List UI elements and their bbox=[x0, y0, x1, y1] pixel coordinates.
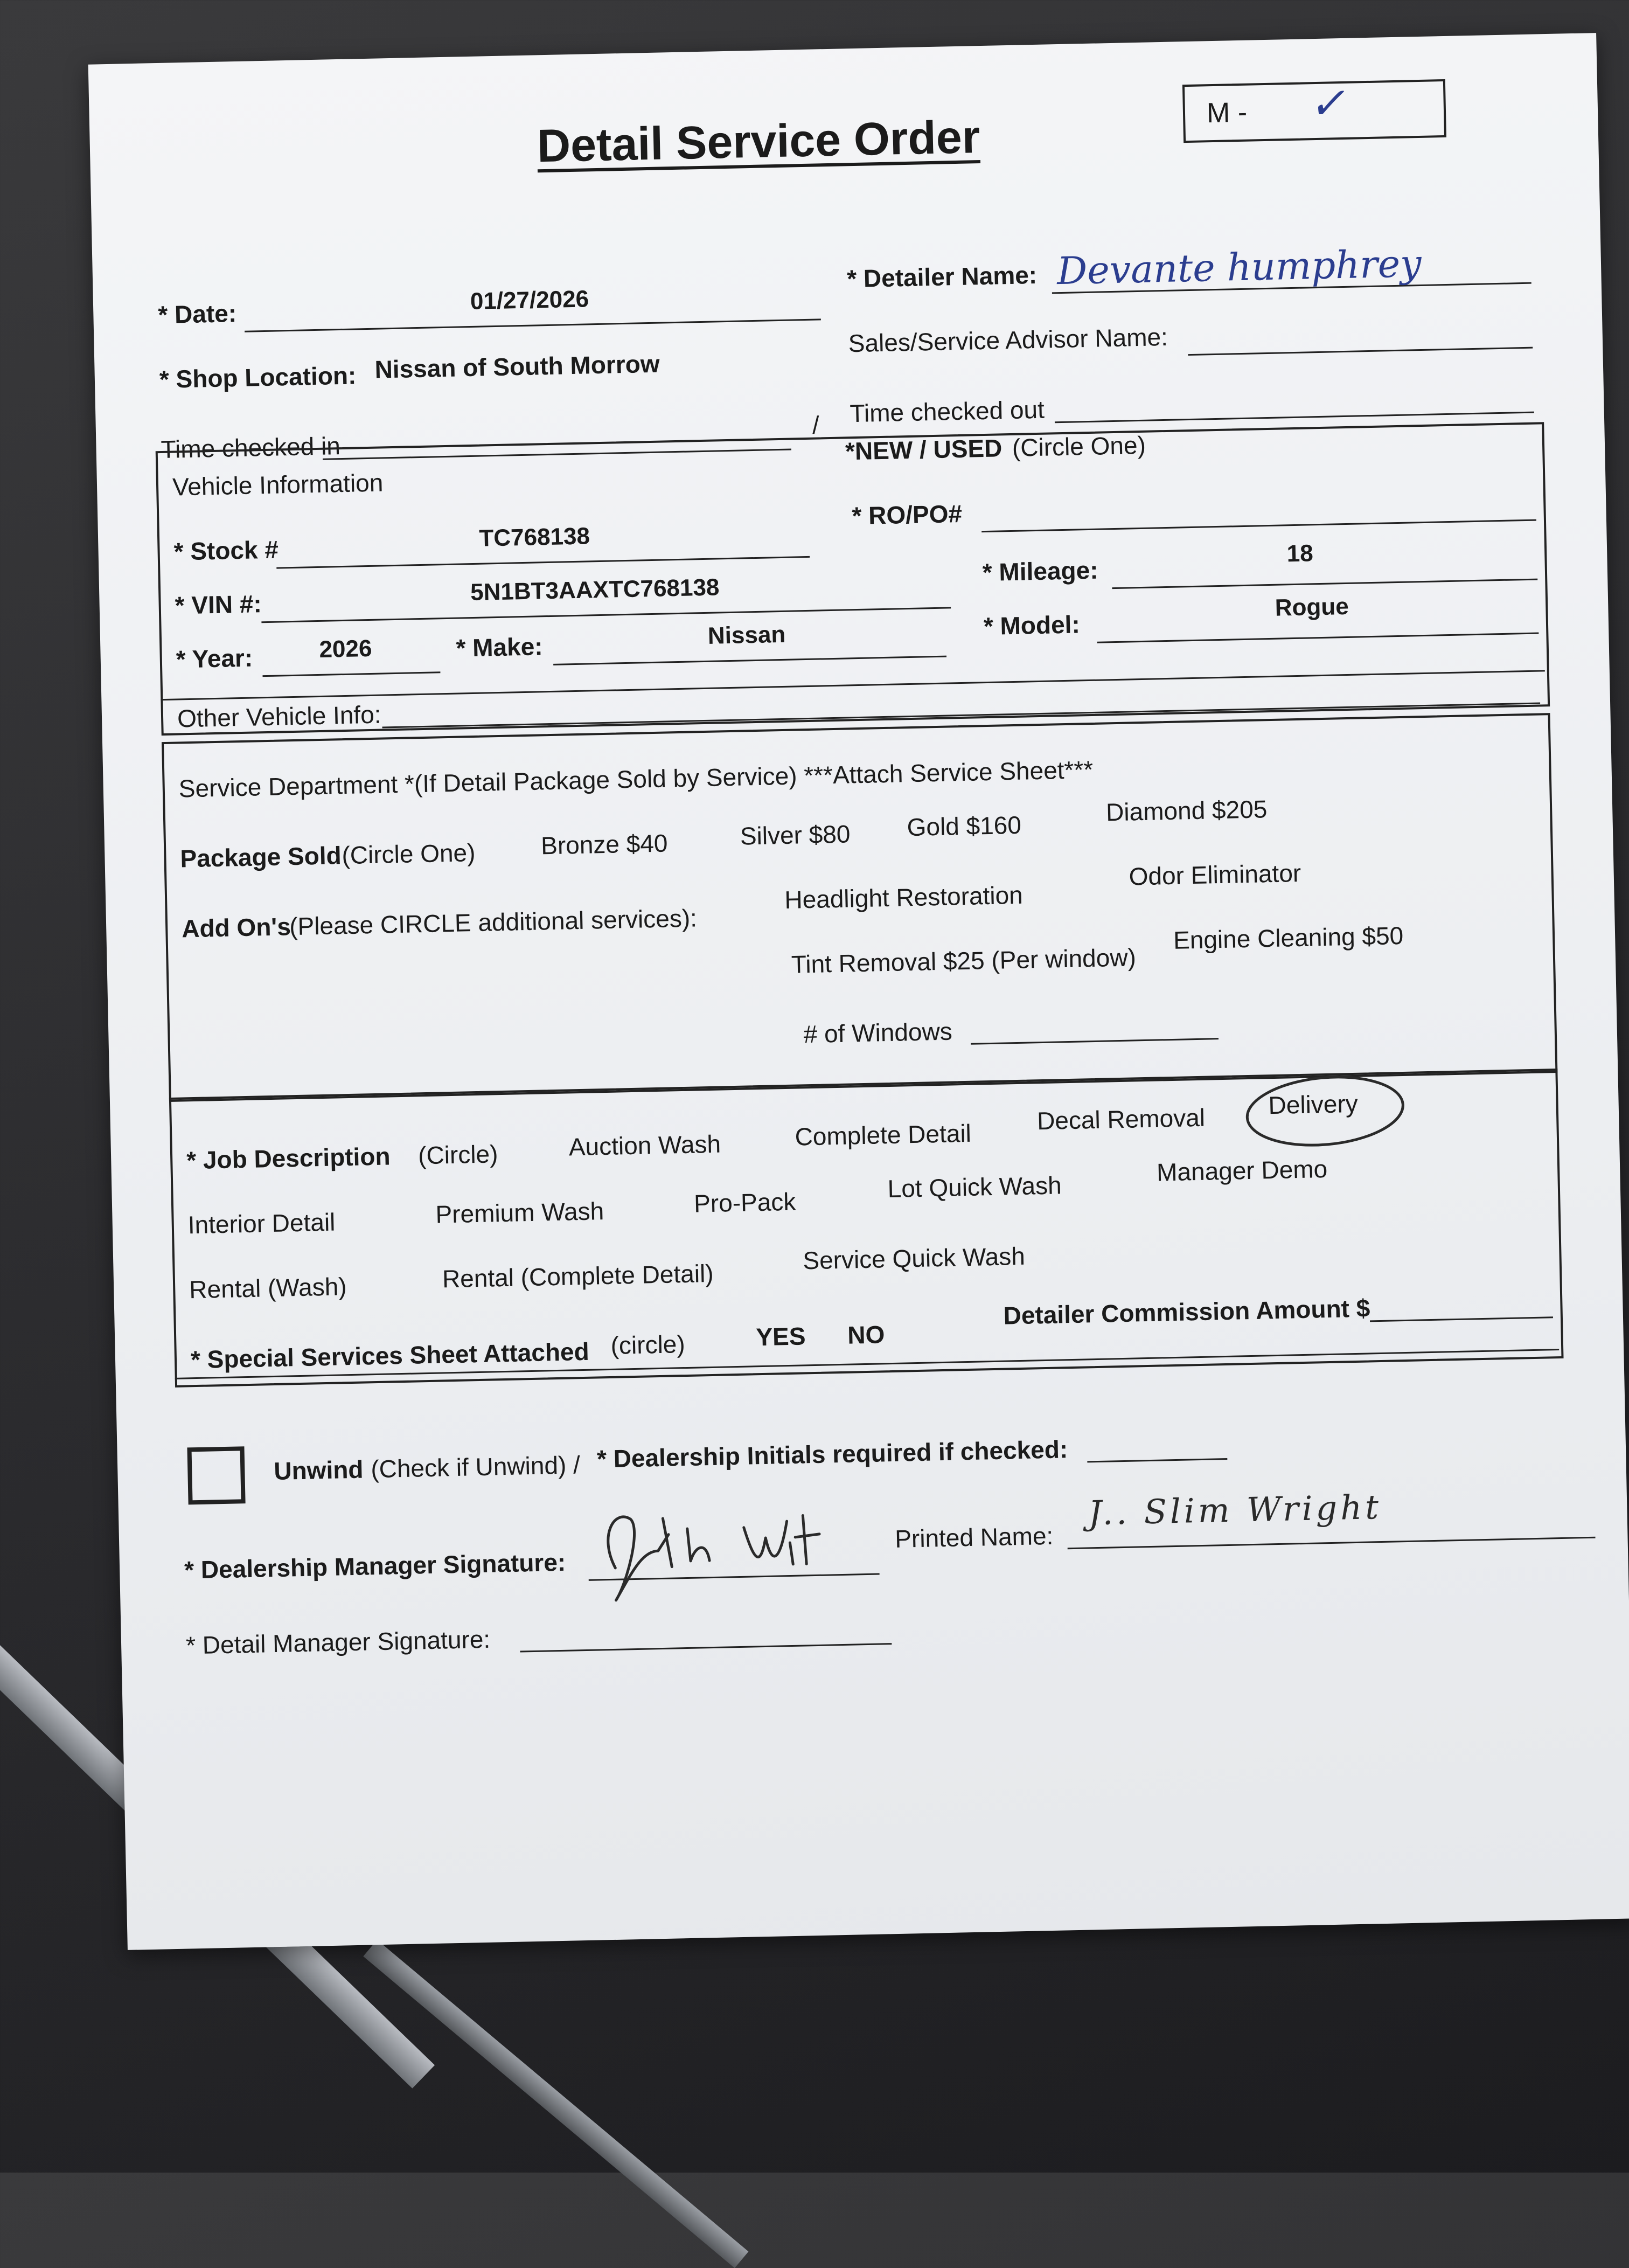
addon-odor[interactable]: Odor Eliminator bbox=[1129, 858, 1301, 891]
job-description-label: * Job Description bbox=[186, 1142, 391, 1175]
model-label: * Model: bbox=[983, 610, 1081, 641]
sales-advisor-label: Sales/Service Advisor Name: bbox=[848, 322, 1168, 358]
commission-label: Detailer Commission Amount $ bbox=[1003, 1294, 1370, 1330]
mileage-label: * Mileage: bbox=[982, 556, 1098, 587]
date-label: * Date: bbox=[157, 299, 237, 329]
make-value[interactable]: Nissan bbox=[707, 621, 786, 649]
package-label: Package Sold bbox=[180, 841, 342, 873]
job-lot-quick-wash[interactable]: Lot Quick Wash bbox=[887, 1171, 1062, 1203]
model-value[interactable]: Rogue bbox=[1275, 593, 1349, 621]
table-edge-lower bbox=[363, 1940, 748, 2268]
package-diamond[interactable]: Diamond $205 bbox=[1105, 795, 1268, 827]
package-hint: (Circle One) bbox=[341, 838, 476, 870]
job-complete-detail[interactable]: Complete Detail bbox=[795, 1119, 972, 1151]
job-pro-pack[interactable]: Pro-Pack bbox=[693, 1187, 796, 1218]
time-separator: / bbox=[812, 411, 820, 439]
job-delivery[interactable]: Delivery bbox=[1268, 1089, 1359, 1120]
mileage-value[interactable]: 18 bbox=[1286, 540, 1314, 567]
package-gold[interactable]: Gold $160 bbox=[907, 810, 1022, 842]
shop-location-value: Nissan of South Morrow bbox=[374, 349, 660, 384]
stock-label: * Stock # bbox=[173, 535, 279, 566]
manager-signature-mark bbox=[592, 1482, 875, 1612]
job-description-hint: (Circle) bbox=[417, 1140, 498, 1170]
job-premium-wash[interactable]: Premium Wash bbox=[435, 1197, 604, 1229]
addon-headlight[interactable]: Headlight Restoration bbox=[784, 880, 1024, 914]
time-checked-in-label: Time checked in bbox=[161, 432, 341, 464]
job-rental-wash[interactable]: Rental (Wash) bbox=[189, 1272, 347, 1304]
addons-hint: (Please CIRCLE additional services): bbox=[289, 904, 698, 941]
new-used-label[interactable]: *NEW / USED bbox=[845, 434, 1003, 466]
windows-label: # of Windows bbox=[803, 1017, 953, 1049]
service-order-sheet bbox=[88, 33, 1629, 1950]
package-silver[interactable]: Silver $80 bbox=[740, 820, 851, 850]
detailer-name-label: * Detailer Name: bbox=[846, 260, 1038, 293]
shop-location-label: * Shop Location: bbox=[159, 361, 357, 394]
make-label: * Make: bbox=[455, 632, 544, 662]
package-bronze[interactable]: Bronze $40 bbox=[540, 829, 668, 860]
m-box-label: M - bbox=[1206, 96, 1248, 129]
manager-signature-label: * Dealership Manager Signature: bbox=[184, 1548, 566, 1584]
delivery-circle-mark bbox=[1241, 1066, 1410, 1167]
special-services-hint: (circle) bbox=[610, 1330, 686, 1360]
m-box-checkmark: ✓ bbox=[1308, 78, 1346, 129]
job-manager-demo[interactable]: Manager Demo bbox=[1156, 1154, 1328, 1187]
ro-po-label: * RO/PO# bbox=[851, 499, 963, 530]
detailer-name-value[interactable]: Devante humphrey bbox=[1056, 241, 1422, 294]
m-box[interactable] bbox=[1182, 79, 1446, 143]
date-value[interactable]: 01/27/2026 bbox=[470, 286, 589, 315]
addon-tint[interactable]: Tint Removal $25 (Per window) bbox=[791, 943, 1137, 979]
initials-label: * Dealership Initials required if checked: bbox=[596, 1435, 1068, 1473]
special-no[interactable]: NO bbox=[847, 1320, 885, 1349]
addon-engine[interactable]: Engine Cleaning $50 bbox=[1173, 921, 1404, 954]
job-rental-complete[interactable]: Rental (Complete Detail) bbox=[442, 1259, 714, 1293]
special-services-label: * Special Services Sheet Attached bbox=[190, 1337, 590, 1374]
job-service-quick-wash[interactable]: Service Quick Wash bbox=[802, 1241, 1026, 1275]
year-value[interactable]: 2026 bbox=[319, 635, 372, 663]
printed-name-label: Printed Name: bbox=[894, 1521, 1054, 1553]
new-used-hint: (Circle One) bbox=[1012, 431, 1146, 462]
page-title: Detail Service Order bbox=[537, 111, 981, 172]
special-yes[interactable]: YES bbox=[755, 1322, 806, 1351]
other-info-label: Other Vehicle Info: bbox=[177, 700, 382, 733]
time-checked-out-label: Time checked out bbox=[849, 395, 1045, 428]
vin-value[interactable]: 5N1BT3AAXTC768138 bbox=[470, 574, 720, 606]
job-decal-removal[interactable]: Decal Removal bbox=[1036, 1103, 1206, 1135]
stock-value[interactable]: TC768138 bbox=[478, 523, 590, 552]
vin-label: * VIN #: bbox=[175, 589, 262, 620]
unwind-checkbox[interactable] bbox=[187, 1446, 245, 1504]
detail-manager-signature-label: * Detail Manager Signature: bbox=[185, 1625, 491, 1660]
year-label: * Year: bbox=[176, 643, 253, 674]
addons-label: Add On's bbox=[181, 912, 291, 943]
job-interior-detail[interactable]: Interior Detail bbox=[187, 1208, 336, 1239]
unwind-hint: (Check if Unwind) / bbox=[370, 1451, 581, 1483]
job-auction-wash[interactable]: Auction Wash bbox=[568, 1129, 721, 1161]
service-dept-heading: Service Department *(If Detail Package Sold by Service) ***Attach Service Sheet*** bbox=[178, 755, 1094, 803]
vehicle-section-label: Vehicle Information bbox=[172, 468, 384, 501]
unwind-label: Unwind bbox=[273, 1455, 364, 1486]
printed-name-value[interactable]: J.. Slim Wright bbox=[1088, 1487, 1382, 1533]
